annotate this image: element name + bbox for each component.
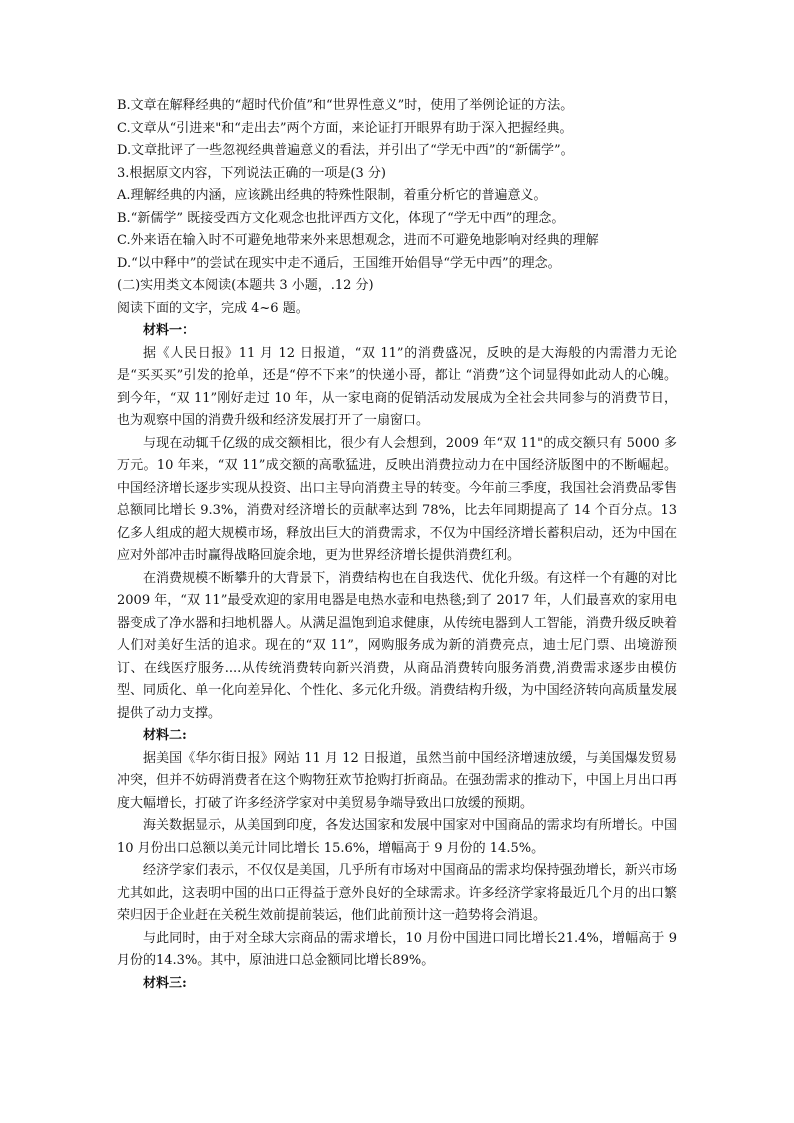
material-2-paragraph: 海关数据显示，从美国到印度，各发达国家和发展中国家对中国商品的需求均有所增长。中国 10 月份出口总额以美元计同比增长 15.6%，增幅高于 9 月份的 14.5%。	[117, 818, 677, 856]
option-q3-d: D.“以中释中”的尝试在现实中走不通后，王国维开始倡导“学无中西”的理念。	[117, 255, 561, 271]
material-1-paragraph: 在消费规模不断攀升的大背景下，消费结构也在自我迭代、优化升级。有这样一个有趣的对比 2009 年，“双 11”最受欢迎的家用电器是电热水壶和电热毯;到了 2017 年，人们最喜欢的家用电器变成了净水器和扫地机器人。从满足温饱到追求健康，从传统电器到人工智能，消费升级反映着人们对美好生活的追求。现在的“双 11”，网购服务成为新的消费亮点，迪士尼门票、出境游预订、在线医疗服务....从传统消费转向新兴消费，从商品消费转向服务消费,消费需求逐步由模仿型、同质化、单一化向差异化、个性化、多元化升级。消费结构升级，为中国经济转向高质量发展提供了动力支撑。	[117, 570, 677, 721]
option-q2-b: B.文章在解释经典的“超时代价值”和“世界性意义”时，使用了举例论证的方法。	[117, 98, 574, 113]
material-3-heading: 材料三:	[143, 975, 187, 991]
material-2-body	[117, 748, 677, 973]
material-1-heading: 材料一：	[143, 323, 196, 338]
material-2-paragraph: 据美国《华尔街日报》网站 11 月 12 日报道，虽然当前中国经济增速放缓，与美国爆发贸易冲突，但并不妨碍消费者在这个购物狂欢节抢购打折商品。在强劲需求的推动下，中国上月出口再度大幅增长，打破了许多经济学家对中美贸易争端导致出口放缓的预期。	[117, 750, 677, 811]
material-2-paragraph: 经济学家们表示，不仅仅是美国，几乎所有市场对中国商品的需求均保持强劲增长，新兴市场尤其如此，这表明中国的出口正得益于意外良好的全球需求。许多经济学家将最近几个月的出口繁荣归因于企业赶在关税生效前提前装运，他们此前预计这一趋势将会消退。	[117, 863, 677, 923]
option-q3-b: B.“新儒学” 既接受西方文化观念也批评西方文化，体现了“学无中西”的理念。	[117, 210, 565, 226]
option-q3-c: C.外来语在输入时不可避免地带来外来思想观念，进而不可避免地影响对经典的理解	[117, 233, 599, 248]
material-2-heading: 材料二:	[143, 728, 187, 743]
option-q3-a: A.理解经典的内涵，应该跳出经典的特殊性限制，着重分析它的普遍意义。	[117, 188, 547, 203]
instruction: 阅读下面的文字，完成 4~6 题。	[117, 300, 309, 316]
material-1-paragraph: 据《人民日报》11 月 12 日报道，“双 11”的消费盛况，反映的是大海般的内需潜力无论是“买买买”引发的抢单，还是“停不下来”的快递小哥，都让 “消费”这个词显得如此动人的心魄。到今年，“双 11”刚好走过 10 年，从一家电商的促销活动发展成为全社会共同参与的消费节日，也为观察中国的消费升级和经济发展打开了一扇窗口。	[117, 345, 677, 428]
document-page	[117, 95, 677, 995]
material-1-body	[117, 343, 677, 726]
material-1-paragraph: 与现在动辄千亿级的成交额相比，很少有人会想到，2009 年“双 11"的成交额只有 5000 多万元。10 年来，“双 11”成交额的高歌猛进，反映出消费拉动力在中国经济版图中的不断崛起。中国经济增长逐步实现从投资、出口主导向消费主导的转变。今年前三季度，我国社会消费品零售总额同比增长 9.3%，消费对经济增长的贡献率达到 78%，比去年同期提高了 14 个百分点。13 亿多人组成的超大规模市场，释放出巨大的消费需求，不仅为中国经济增长蓄积启动，还为中国在应对外部冲击时赢得战略回旋余地，更为世界经济增长提供消费红利。	[117, 435, 677, 563]
material-2-paragraph: 与此同时，由于对全球大宗商品的需求增长，10 月份中国进口同比增长21.4%，增幅高于 9 月份的14.3%。其中，原油进口总金额同比增长89%。	[117, 930, 677, 968]
section-title: (二)实用类文本阅读(本题共 3 小题，.12 分)	[117, 278, 374, 293]
option-q2-d: D.文章批评了一些忽视经典普遍意义的看法，并引出了“学无中西”的“新儒学”。	[117, 143, 574, 158]
option-q2-c: C.文章从“引进来"和“走出去”两个方面，来论证打开眼界有助于深入把握经典。	[117, 120, 573, 136]
question-3: 3.根据原文内容，下列说法正确的一项是(3 分)	[117, 165, 386, 181]
